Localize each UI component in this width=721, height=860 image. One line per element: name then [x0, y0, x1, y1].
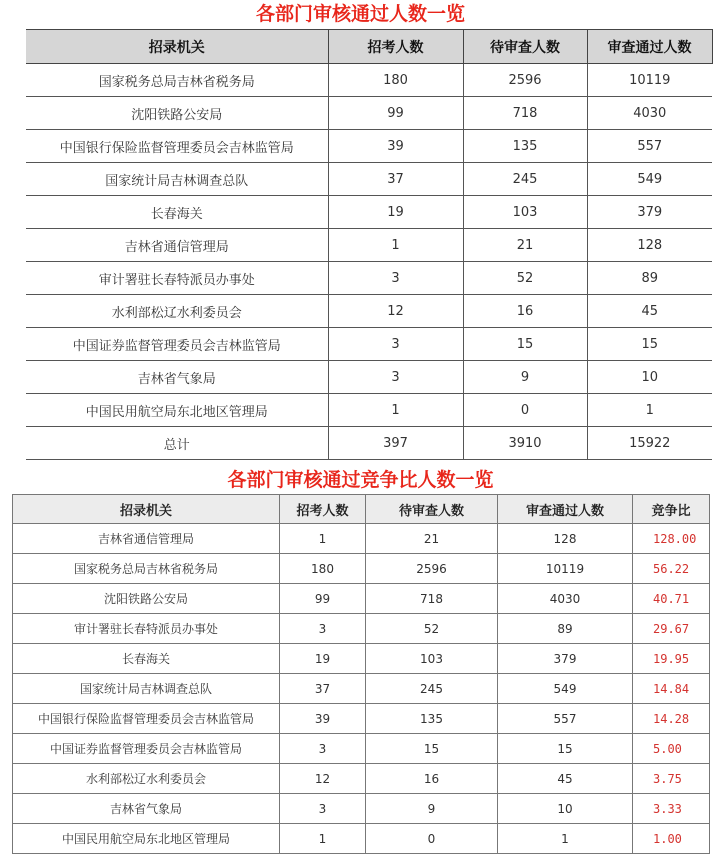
agency-name-cell: 吉林省气象局	[26, 361, 328, 394]
ratio-cell: 19.95	[633, 644, 710, 674]
number-cell: 0	[366, 824, 498, 854]
number-cell: 19	[280, 644, 366, 674]
competition-ratio-table	[12, 494, 710, 854]
agency-name-cell: 中国民用航空局东北地区管理局	[26, 394, 328, 427]
column-header: 审查通过人数	[498, 495, 633, 524]
ratio-cell: 56.22	[633, 554, 710, 584]
agency-name-cell: 吉林省气象局	[13, 794, 280, 824]
number-cell: 10	[587, 361, 712, 394]
agency-name-cell: 中国证券监督管理委员会吉林监管局	[26, 328, 328, 361]
number-cell: 549	[498, 674, 633, 704]
table-row	[13, 704, 710, 734]
table-row	[13, 554, 710, 584]
agency-name-cell: 沈阳铁路公安局	[13, 584, 280, 614]
table1-title: 各部门审核通过人数一览	[255, 3, 465, 25]
number-cell: 180	[328, 64, 463, 97]
agency-name-cell: 吉林省通信管理局	[13, 524, 280, 554]
agency-name-cell: 中国银行保险监督管理委员会吉林监管局	[26, 130, 328, 163]
number-cell: 1	[328, 229, 463, 262]
ratio-cell: 14.28	[633, 704, 710, 734]
number-cell: 1	[280, 824, 366, 854]
number-cell: 19	[328, 196, 463, 229]
number-cell: 128	[498, 524, 633, 554]
number-cell: 3	[328, 328, 463, 361]
number-cell: 89	[587, 262, 712, 295]
number-cell: 2596	[463, 64, 587, 97]
table-row	[26, 394, 712, 427]
column-header: 待审查人数	[463, 30, 587, 64]
ratio-cell: 128.00	[633, 524, 710, 554]
number-cell: 718	[366, 584, 498, 614]
table-row	[13, 824, 710, 854]
agency-name-cell: 国家税务总局吉林省税务局	[26, 64, 328, 97]
ratio-cell: 5.00	[633, 734, 710, 764]
ratio-cell: 29.67	[633, 614, 710, 644]
table-row	[26, 328, 712, 361]
table2-title: 各部门审核通过竞争比人数一览	[227, 469, 494, 491]
number-cell: 16	[463, 295, 587, 328]
number-cell: 379	[498, 644, 633, 674]
table-row	[26, 196, 712, 229]
number-cell: 10119	[498, 554, 633, 584]
agency-name-cell: 水利部松辽水利委员会	[26, 295, 328, 328]
number-cell: 135	[463, 130, 587, 163]
agency-name-cell: 审计署驻长春特派员办事处	[13, 614, 280, 644]
column-header: 招考人数	[280, 495, 366, 524]
number-cell: 15922	[587, 427, 712, 460]
table-row	[26, 130, 712, 163]
number-cell: 12	[328, 295, 463, 328]
number-cell: 16	[366, 764, 498, 794]
column-header: 招考人数	[328, 30, 463, 64]
number-cell: 15	[498, 734, 633, 764]
number-cell: 135	[366, 704, 498, 734]
number-cell: 3	[328, 262, 463, 295]
number-cell: 21	[366, 524, 498, 554]
number-cell: 39	[280, 704, 366, 734]
table-row	[26, 229, 712, 262]
header-row	[13, 495, 710, 524]
number-cell: 10	[498, 794, 633, 824]
table-row	[13, 614, 710, 644]
number-cell: 3910	[463, 427, 587, 460]
ratio-cell: 3.75	[633, 764, 710, 794]
table-row	[26, 163, 712, 196]
column-header: 招录机关	[13, 495, 280, 524]
agency-name-cell: 总计	[26, 427, 328, 460]
number-cell: 15	[587, 328, 712, 361]
table-row	[13, 764, 710, 794]
agency-name-cell: 国家统计局吉林调查总队	[26, 163, 328, 196]
agency-name-cell: 长春海关	[13, 644, 280, 674]
header-row	[26, 30, 712, 64]
number-cell: 245	[366, 674, 498, 704]
agency-name-cell: 长春海关	[26, 196, 328, 229]
agency-name-cell: 中国银行保险监督管理委员会吉林监管局	[13, 704, 280, 734]
number-cell: 10119	[587, 64, 712, 97]
number-cell: 99	[280, 584, 366, 614]
column-header: 竞争比	[633, 495, 710, 524]
approval-count-table	[26, 29, 713, 460]
agency-name-cell: 国家统计局吉林调查总队	[13, 674, 280, 704]
number-cell: 1	[328, 394, 463, 427]
number-cell: 9	[463, 361, 587, 394]
number-cell: 718	[463, 97, 587, 130]
number-cell: 52	[463, 262, 587, 295]
number-cell: 557	[498, 704, 633, 734]
number-cell: 128	[587, 229, 712, 262]
number-cell: 1	[280, 524, 366, 554]
number-cell: 99	[328, 97, 463, 130]
number-cell: 397	[328, 427, 463, 460]
agency-name-cell: 吉林省通信管理局	[26, 229, 328, 262]
table-row	[13, 674, 710, 704]
number-cell: 180	[280, 554, 366, 584]
ratio-cell: 1.00	[633, 824, 710, 854]
agency-name-cell: 中国民用航空局东北地区管理局	[13, 824, 280, 854]
agency-name-cell: 审计署驻长春特派员办事处	[26, 262, 328, 295]
number-cell: 4030	[587, 97, 712, 130]
number-cell: 3	[280, 734, 366, 764]
table-row	[26, 361, 712, 394]
column-header: 审查通过人数	[587, 30, 712, 64]
number-cell: 103	[463, 196, 587, 229]
ratio-cell: 40.71	[633, 584, 710, 614]
table-row	[26, 64, 712, 97]
agency-name-cell: 水利部松辽水利委员会	[13, 764, 280, 794]
agency-name-cell: 中国证券监督管理委员会吉林监管局	[13, 734, 280, 764]
number-cell: 2596	[366, 554, 498, 584]
number-cell: 549	[587, 163, 712, 196]
number-cell: 21	[463, 229, 587, 262]
ratio-cell: 14.84	[633, 674, 710, 704]
number-cell: 45	[587, 295, 712, 328]
table-row	[13, 644, 710, 674]
table-row	[13, 524, 710, 554]
number-cell: 15	[463, 328, 587, 361]
number-cell: 1	[587, 394, 712, 427]
number-cell: 379	[587, 196, 712, 229]
number-cell: 3	[280, 614, 366, 644]
agency-name-cell: 沈阳铁路公安局	[26, 97, 328, 130]
number-cell: 3	[328, 361, 463, 394]
number-cell: 3	[280, 794, 366, 824]
ratio-cell: 3.33	[633, 794, 710, 824]
number-cell: 89	[498, 614, 633, 644]
table-row	[26, 427, 712, 460]
number-cell: 37	[328, 163, 463, 196]
number-cell: 39	[328, 130, 463, 163]
number-cell: 37	[280, 674, 366, 704]
number-cell: 557	[587, 130, 712, 163]
column-header: 招录机关	[26, 30, 328, 64]
number-cell: 103	[366, 644, 498, 674]
number-cell: 45	[498, 764, 633, 794]
number-cell: 245	[463, 163, 587, 196]
number-cell: 9	[366, 794, 498, 824]
agency-name-cell: 国家税务总局吉林省税务局	[13, 554, 280, 584]
table-row	[13, 584, 710, 614]
table-row	[26, 295, 712, 328]
number-cell: 15	[366, 734, 498, 764]
table-row	[26, 97, 712, 130]
table-row	[13, 734, 710, 764]
number-cell: 52	[366, 614, 498, 644]
number-cell: 12	[280, 764, 366, 794]
table-row	[13, 794, 710, 824]
column-header: 待审查人数	[366, 495, 498, 524]
number-cell: 4030	[498, 584, 633, 614]
table-row	[26, 262, 712, 295]
number-cell: 0	[463, 394, 587, 427]
number-cell: 1	[498, 824, 633, 854]
